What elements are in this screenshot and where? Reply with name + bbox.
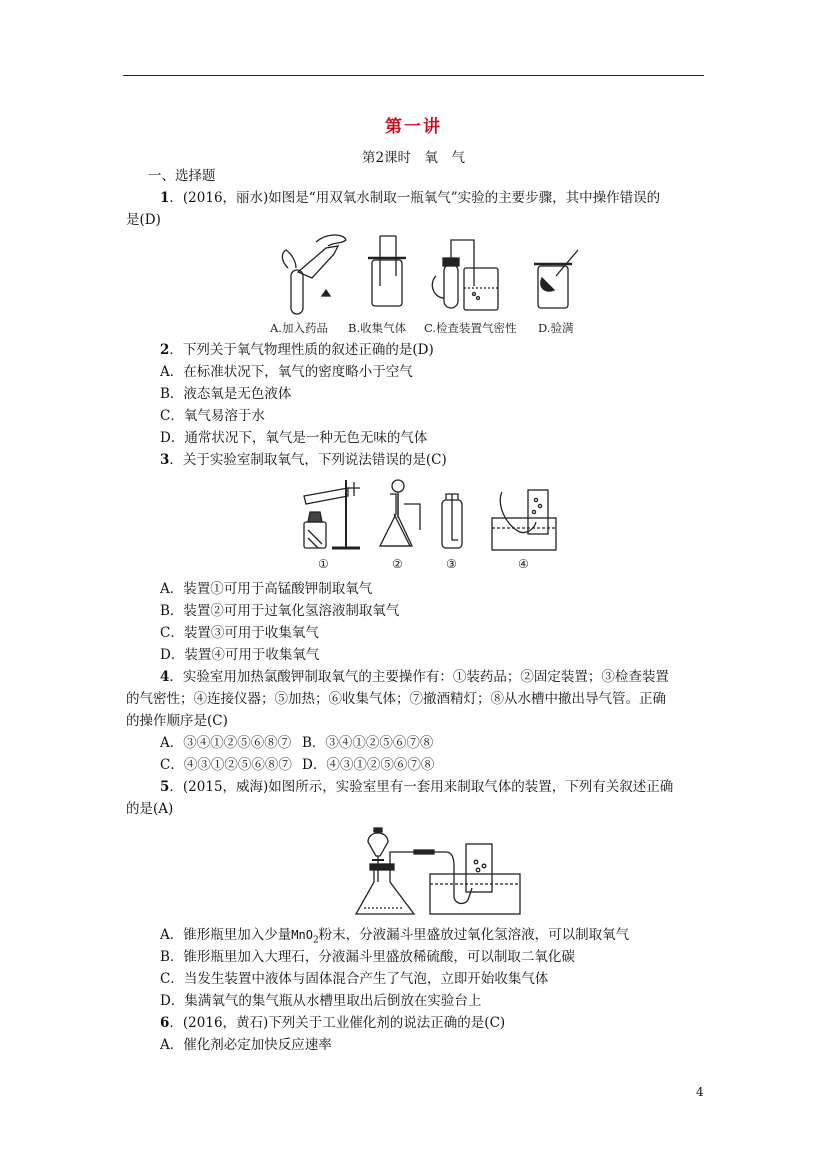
q1-number: 1 [160, 190, 170, 206]
lesson-subtitle: 第2课时 氧 气 [361, 150, 466, 166]
q3-option-b: B．装置②可用于过氧化氢溶液制取氧气 [160, 603, 400, 619]
q5-option-d: D．集满氧气的集气瓶从水槽里取出后倒放在实验台上 [160, 993, 482, 1009]
q1-caption-c: C.检查装置气密性 [424, 321, 517, 335]
q6-option-a: A．催化剂必定加快反应速率 [160, 1037, 332, 1053]
q4-number: 4 [160, 669, 170, 685]
q6-number: 6 [160, 1015, 170, 1031]
q4-option-a: A．③④①②⑤⑥⑧⑦ [160, 735, 292, 751]
q2-option-c: C．氧气易溶于水 [160, 408, 265, 424]
q1-caption-d: D.验满 [538, 321, 574, 335]
header-rule [123, 75, 704, 76]
q5-line2: 的是(A) [126, 801, 174, 817]
q1-caption-b: B.收集气体 [348, 321, 407, 335]
q5-option-b: B．锥形瓶里加入大理石，分液漏斗里盛放稀硫酸，可以制取二氧化碳 [160, 949, 575, 965]
q4-option-d: D．④③①②⑤⑥⑦⑧ [302, 757, 435, 773]
q3-label-4: ④ [518, 557, 529, 571]
q6-stem: 6．(2016，黄石)下列关于工业催化剂的说法正确的是(C) [160, 1015, 506, 1031]
q5-line1: 5．(2015，威海)如图所示，实验室里有一套用来制取气体的装置，下列有关叙述正确 [160, 779, 674, 795]
q1-figure [268, 228, 588, 338]
q1-line2: 是(D) [126, 212, 161, 228]
q3-label-1: ① [318, 557, 329, 571]
q2-number: 2 [160, 342, 170, 358]
q1-line1: 1．(2016，丽水)如图是“用双氧水制取一瓶氧气”实验的主要步骤，其中操作错误的 [160, 190, 661, 206]
page-number: 4 [696, 1085, 704, 1099]
q4-line2: 的气密性；④连接仪器；⑤加热；⑥收集气体；⑦撤酒精灯；⑧从水槽中撤出导气管。正确 [126, 691, 666, 707]
q3-label-3: ③ [446, 557, 457, 571]
q3-option-c: C．装置③可用于收集氧气 [160, 625, 319, 641]
q3-figure [296, 474, 566, 574]
q2-option-b: B．液态氧是无色液体 [160, 386, 292, 402]
q2-option-a: A．在标准状况下，氧气的密度略小于空气 [160, 364, 413, 380]
q2-stem: 2．下列关于氧气物理性质的叙述正确的是(D) [160, 342, 434, 358]
q3-stem: 3．关于实验室制取氧气，下列说法错误的是(C) [160, 452, 447, 468]
q3-label-2: ② [392, 557, 403, 571]
q5-figure [354, 822, 524, 918]
q4-line3: 的操作顺序是(C) [126, 713, 228, 729]
q3-option-a: A．装置①可用于高锰酸钾制取氧气 [160, 581, 373, 597]
q4-option-b: B．③④①②⑤⑥⑦⑧ [302, 735, 434, 751]
q5-number: 5 [160, 779, 170, 795]
q4-option-c: C．④③①②⑤⑥⑧⑦ [160, 757, 292, 773]
q5-option-c: C．当发生装置中液体与固体混合产生了气泡，立即开始收集气体 [160, 971, 549, 987]
q5-option-a: A．锥形瓶里加入少量MnO$_2$粉末，分液漏斗里盛放过氧化氢溶液，可以制取氧气 [160, 927, 630, 946]
q3-number: 3 [160, 452, 170, 468]
lecture-title: 第一讲 [385, 117, 442, 137]
section-heading: 一、选择题 [148, 168, 216, 184]
q2-option-d: D．通常状况下，氧气是一种无色无味的气体 [160, 430, 428, 446]
q3-option-d: D．装置④可用于收集氧气 [160, 647, 320, 663]
q4-line1: 4．实验室用加热氯酸钾制取氧气的主要操作有：①装药品；②固定装置；③检查装置 [160, 669, 669, 685]
q1-caption-a: A.加入药品 [270, 321, 328, 335]
